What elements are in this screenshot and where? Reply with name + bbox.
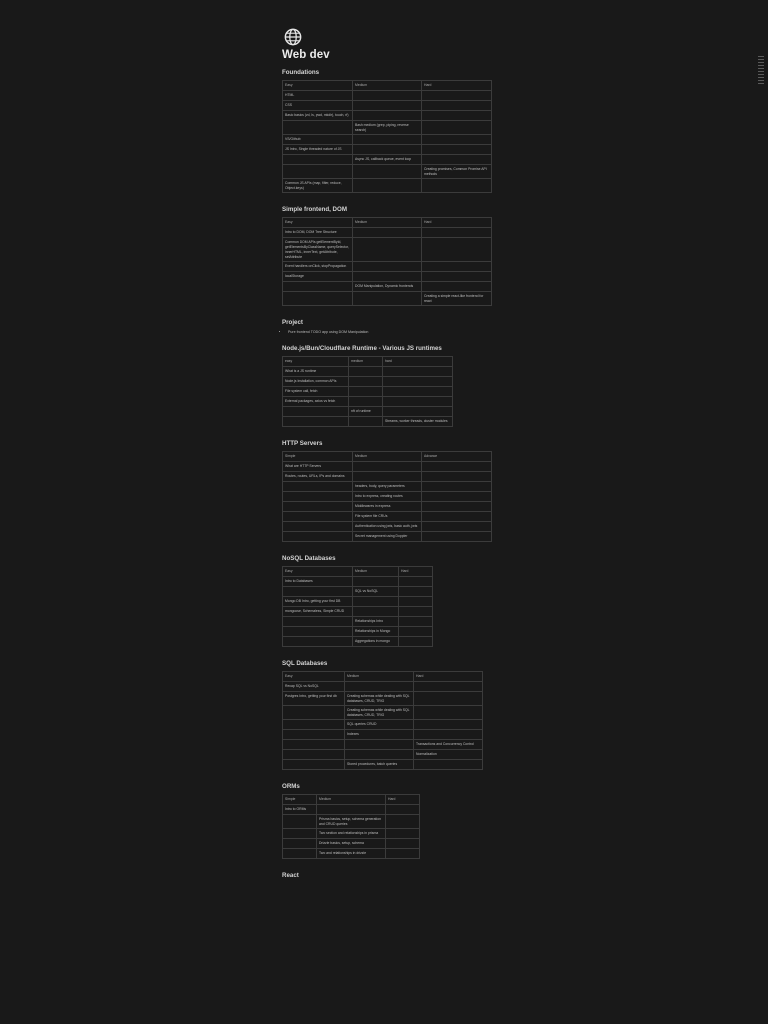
table-cell[interactable]: Basic basics (vd, ls, pwd, mkdir), touch, rf)	[283, 111, 353, 121]
list-item[interactable]: • Pure frontend TODO app using DOM Manipulation	[288, 330, 532, 334]
table-cell[interactable]	[422, 282, 492, 292]
table-header-row	[283, 795, 420, 805]
table-http-servers	[282, 451, 492, 542]
table-cell[interactable]	[353, 101, 422, 111]
column-header[interactable]: medium	[349, 357, 383, 367]
table-cell[interactable]	[283, 750, 345, 760]
table-cell[interactable]	[422, 228, 492, 238]
table-cell[interactable]: Relationships Intro	[353, 617, 399, 627]
table-cell[interactable]: Stored procedures, batch queries	[345, 760, 414, 770]
table-cell[interactable]	[283, 121, 353, 135]
table-row	[283, 532, 492, 542]
table-cell[interactable]	[283, 407, 349, 417]
column-header[interactable]: Medium	[353, 218, 422, 228]
table-cell[interactable]	[349, 387, 383, 397]
table-cell[interactable]	[349, 397, 383, 407]
table-row	[283, 692, 483, 706]
table-cell[interactable]	[414, 706, 483, 720]
table-cell[interactable]	[353, 577, 399, 587]
table-cell[interactable]	[317, 805, 386, 815]
sections-container	[282, 69, 532, 879]
table-row	[283, 682, 483, 692]
section-heading-orms[interactable]: ORMs	[282, 783, 300, 790]
table-cell[interactable]	[399, 577, 433, 587]
scroll-outline-indicator[interactable]	[758, 56, 764, 86]
table-cell[interactable]	[422, 512, 492, 522]
section-heading-react[interactable]: React	[282, 872, 299, 879]
table-cell[interactable]	[283, 482, 353, 492]
table-cell[interactable]: Two and relationships in drizzle	[317, 849, 386, 859]
column-header[interactable]: Easy	[283, 672, 345, 682]
table-cell[interactable]	[353, 91, 422, 101]
table-row	[283, 512, 492, 522]
table-cell[interactable]	[399, 627, 433, 637]
table-cell[interactable]	[386, 849, 420, 859]
column-header[interactable]: Hard	[422, 218, 492, 228]
section-heading-foundations[interactable]: Foundations	[282, 69, 320, 76]
table-cell[interactable]: Mongo DB Intro, getting your first DB	[283, 597, 353, 607]
table-cell[interactable]: SQL queries CRUD	[345, 720, 414, 730]
table-cell[interactable]	[422, 145, 492, 155]
table-cell[interactable]: CSS	[283, 101, 353, 111]
column-header[interactable]: hard	[383, 357, 453, 367]
table-cell[interactable]	[353, 472, 422, 482]
table-cell[interactable]: SQL vs NoSQL	[353, 587, 399, 597]
table-cell[interactable]: Authentication using jwts, basic auth, jwts	[353, 522, 422, 532]
table-row	[283, 607, 433, 617]
table-cell[interactable]	[283, 720, 345, 730]
table-cell[interactable]: Intro to DOM, DOM Tree Structure	[283, 228, 353, 238]
table-header-row	[283, 357, 453, 367]
table-cell[interactable]	[422, 462, 492, 472]
table-cell[interactable]	[414, 760, 483, 770]
table-row	[283, 849, 420, 859]
column-header[interactable]: Medium	[353, 81, 422, 91]
table-cell[interactable]	[422, 472, 492, 482]
table-cell[interactable]	[422, 522, 492, 532]
table-cell[interactable]	[422, 135, 492, 145]
table-cell[interactable]	[345, 740, 414, 750]
table-cell[interactable]	[283, 532, 353, 542]
table-cell[interactable]: nft of runtime	[349, 407, 383, 417]
table-cell[interactable]	[283, 155, 353, 165]
table-cell[interactable]	[283, 637, 353, 647]
table-cell[interactable]: Common DOM APIs getElementById, getElementsByClassName, querySelector, innerHTML, innerText, getAttribute, setAttribute	[283, 238, 353, 262]
table-cell[interactable]: File system call, fetch	[283, 387, 349, 397]
table-header-row	[283, 567, 433, 577]
column-header[interactable]: Easy	[283, 218, 353, 228]
table-cell[interactable]	[399, 617, 433, 627]
table-cell[interactable]: Recap SQL vs NoSQL	[283, 682, 345, 692]
table-cell[interactable]	[414, 692, 483, 706]
section-heading-simple-frontend-dom[interactable]: Simple frontend, DOM	[282, 206, 347, 213]
table-row	[283, 238, 492, 262]
table-cell[interactable]	[414, 720, 483, 730]
table-cell[interactable]	[383, 407, 453, 417]
table-cell[interactable]: Async JS, callback queue, event loop	[353, 155, 422, 165]
bullet-list	[282, 330, 532, 334]
section-heading-sql-databases[interactable]: SQL Databases	[282, 660, 328, 667]
table-cell[interactable]	[283, 617, 353, 627]
table-cell[interactable]: Normalization	[414, 750, 483, 760]
table-cell[interactable]	[283, 502, 353, 512]
table-row	[283, 617, 433, 627]
table-row	[283, 292, 492, 306]
table-cell[interactable]	[422, 101, 492, 111]
section-heading-http-servers[interactable]: HTTP Servers	[282, 440, 323, 447]
table-cell[interactable]	[353, 179, 422, 193]
table-cell[interactable]: Intro to express, creating routes	[353, 492, 422, 502]
section-heading-nosql-databases[interactable]: NoSQL Databases	[282, 555, 336, 562]
table-cell[interactable]	[353, 165, 422, 179]
table-cell[interactable]	[422, 502, 492, 512]
section-heading-project[interactable]: Project	[282, 319, 303, 326]
table-cell[interactable]: Prisma basics, setup, schema generation and CRUD queries	[317, 815, 386, 829]
table-cell[interactable]	[283, 839, 317, 849]
column-header[interactable]: Medium	[353, 567, 399, 577]
table-row	[283, 121, 492, 135]
table-node-js-bun-cloudflare-runtime-various-js-runtimes	[282, 356, 453, 427]
table-cell[interactable]: What are HTTP Servers	[283, 462, 353, 472]
table-row	[283, 145, 492, 155]
table-cell[interactable]	[283, 492, 353, 502]
table-cell[interactable]	[283, 740, 345, 750]
table-cell[interactable]	[422, 91, 492, 101]
table-cell[interactable]	[422, 155, 492, 165]
table-row	[283, 397, 453, 407]
column-header[interactable]: Hard	[399, 567, 433, 577]
table-cell[interactable]: Transactions and Concurrency Control	[414, 740, 483, 750]
table-cell[interactable]: Common JS APIs (map, filter, reduce, Object.keys)	[283, 179, 353, 193]
table-cell[interactable]	[283, 165, 353, 179]
table-cell[interactable]	[283, 829, 317, 839]
table-row	[283, 407, 453, 417]
table-cell[interactable]	[386, 839, 420, 849]
table-sql-databases	[282, 671, 483, 770]
table-cell[interactable]: Aggregations in mongo	[353, 637, 399, 647]
table-cell[interactable]	[283, 706, 345, 720]
table-cell[interactable]	[422, 238, 492, 262]
table-cell[interactable]	[422, 532, 492, 542]
table-cell[interactable]: Postgres Intro, getting your first db	[283, 692, 345, 706]
table-cell[interactable]	[386, 829, 420, 839]
table-header-row	[283, 452, 492, 462]
table-cell[interactable]	[353, 292, 422, 306]
table-row	[283, 462, 492, 472]
table-row	[283, 522, 492, 532]
table-cell[interactable]	[353, 111, 422, 121]
table-orms	[282, 794, 420, 859]
column-header[interactable]: Medium	[317, 795, 386, 805]
table-cell[interactable]: External packages, axios vs fetch	[283, 397, 349, 407]
table-row	[283, 502, 492, 512]
table-cell[interactable]	[349, 377, 383, 387]
table-cell[interactable]: Middlewares in express	[353, 502, 422, 512]
table-cell[interactable]	[283, 627, 353, 637]
table-cell[interactable]	[345, 682, 414, 692]
table-cell[interactable]	[283, 512, 353, 522]
column-header[interactable]: Easy	[283, 567, 353, 577]
table-header-row	[283, 81, 492, 91]
table-cell[interactable]: mongoose, Schemaless, Simple CRUD	[283, 607, 353, 617]
table-cell[interactable]	[422, 482, 492, 492]
table-row	[283, 228, 492, 238]
table-row	[283, 637, 433, 647]
table-cell[interactable]	[353, 272, 422, 282]
table-cell[interactable]	[422, 272, 492, 282]
table-row	[283, 482, 492, 492]
table-row	[283, 272, 492, 282]
table-cell[interactable]	[353, 607, 399, 617]
table-cell[interactable]	[386, 815, 420, 829]
table-nosql-databases	[282, 566, 433, 647]
table-cell[interactable]: Streams, worker threads, cluster modules	[383, 417, 453, 427]
table-cell[interactable]: Event handlers onClick, stopPropagation	[283, 262, 353, 272]
table-cell[interactable]	[349, 417, 383, 427]
table-cell[interactable]: HTML	[283, 91, 353, 101]
table-row	[283, 750, 483, 760]
table-row	[283, 179, 492, 193]
table-row	[283, 597, 433, 607]
table-row	[283, 377, 453, 387]
column-header[interactable]: Easy	[283, 81, 353, 91]
table-cell[interactable]	[353, 228, 422, 238]
table-cell[interactable]	[283, 849, 317, 859]
table-cell[interactable]: Creating schemas while dealing with SQL databases, CRUD, TRIG	[345, 692, 414, 706]
column-header[interactable]: Medium	[345, 672, 414, 682]
table-row	[283, 417, 453, 427]
table-row	[283, 472, 492, 482]
table-row	[283, 805, 420, 815]
column-header[interactable]: easy	[283, 357, 349, 367]
table-row	[283, 135, 492, 145]
table-cell[interactable]	[353, 135, 422, 145]
table-cell[interactable]	[383, 397, 453, 407]
table-header-row	[283, 672, 483, 682]
table-cell[interactable]	[283, 815, 317, 829]
table-cell[interactable]	[399, 587, 433, 597]
table-cell[interactable]: Creating schemas while dealing with SQL databases, CRUD, TRIG	[345, 706, 414, 720]
table-row	[283, 387, 453, 397]
table-cell[interactable]	[399, 637, 433, 647]
table-row	[283, 730, 483, 740]
column-header[interactable]: Simple	[283, 452, 353, 462]
table-cell[interactable]: Two section and relationships in prisma	[317, 829, 386, 839]
table-cell[interactable]: Creating promises, Common Promise API methods	[422, 165, 492, 179]
table-cell[interactable]	[283, 522, 353, 532]
table-row	[283, 101, 492, 111]
column-header[interactable]: Advance	[422, 452, 492, 462]
table-cell[interactable]	[353, 238, 422, 262]
table-cell[interactable]	[422, 111, 492, 121]
table-cell[interactable]: JS Intro, Single threaded nature of JS	[283, 145, 353, 155]
column-header[interactable]: Simple	[283, 795, 317, 805]
table-cell[interactable]	[283, 730, 345, 740]
table-cell[interactable]: Drizzle basics, setup, schema	[317, 839, 386, 849]
table-row	[283, 829, 420, 839]
table-foundations	[282, 80, 492, 193]
table-cell[interactable]	[399, 607, 433, 617]
table-cell[interactable]	[283, 282, 353, 292]
table-row	[283, 577, 433, 587]
table-row	[283, 760, 483, 770]
table-cell[interactable]	[414, 730, 483, 740]
table-cell[interactable]	[399, 597, 433, 607]
table-cell[interactable]	[422, 492, 492, 502]
table-cell[interactable]: localStorage	[283, 272, 353, 282]
table-cell[interactable]	[422, 262, 492, 272]
table-row	[283, 740, 483, 750]
table-row	[283, 720, 483, 730]
table-cell[interactable]: DOM Manipulation, Dynamic frontends	[353, 282, 422, 292]
table-row	[283, 155, 492, 165]
table-row	[283, 111, 492, 121]
table-cell[interactable]	[422, 179, 492, 193]
table-cell[interactable]: Intro to Databases	[283, 577, 353, 587]
table-cell[interactable]	[345, 750, 414, 760]
table-cell[interactable]	[283, 587, 353, 597]
table-row	[283, 165, 492, 179]
table-cell[interactable]	[283, 760, 345, 770]
page-content	[282, 28, 532, 883]
table-cell[interactable]	[414, 682, 483, 692]
column-header[interactable]: Hard	[414, 672, 483, 682]
column-header[interactable]: Medium	[353, 452, 422, 462]
table-row	[283, 282, 492, 292]
table-cell[interactable]	[383, 377, 453, 387]
table-header-row	[283, 218, 492, 228]
globe-icon	[284, 28, 302, 46]
table-row	[283, 839, 420, 849]
table-cell[interactable]: Routes, routes, URLs, IPs and domains	[283, 472, 353, 482]
column-header[interactable]: Hard	[386, 795, 420, 805]
table-simple-frontend-dom	[282, 217, 492, 306]
table-row	[283, 367, 453, 377]
table-row	[283, 262, 492, 272]
table-row	[283, 587, 433, 597]
table-cell[interactable]: Indexes	[345, 730, 414, 740]
table-cell[interactable]	[383, 387, 453, 397]
table-cell[interactable]: Secret management using Doppler	[353, 532, 422, 542]
table-row	[283, 91, 492, 101]
table-cell[interactable]	[353, 462, 422, 472]
table-cell[interactable]	[383, 367, 453, 377]
table-cell[interactable]	[283, 417, 349, 427]
table-cell[interactable]	[353, 597, 399, 607]
table-cell[interactable]: Node.js Installation, common APIs	[283, 377, 349, 387]
table-cell[interactable]: headers, body, query parameters	[353, 482, 422, 492]
table-cell[interactable]	[353, 262, 422, 272]
table-cell[interactable]: Creating a simple react-like frontend for react	[422, 292, 492, 306]
column-header[interactable]: Hard	[422, 81, 492, 91]
table-row	[283, 627, 433, 637]
table-cell[interactable]: Relationships in Mongo	[353, 627, 399, 637]
table-row	[283, 492, 492, 502]
table-cell[interactable]	[422, 121, 492, 135]
table-cell[interactable]: What is a JS runtime	[283, 367, 349, 377]
table-cell[interactable]	[386, 805, 420, 815]
table-cell[interactable]: Intro to ORMs	[283, 805, 317, 815]
table-cell[interactable]: VS/Github	[283, 135, 353, 145]
table-cell[interactable]	[283, 292, 353, 306]
page-title[interactable]: Web dev	[282, 49, 330, 61]
table-cell[interactable]	[349, 367, 383, 377]
section-heading-node-js-bun-cloudflare-runtime-various-js-runtimes[interactable]: Node.js/Bun/Cloudflare Runtime - Various JS runtimes	[282, 345, 442, 352]
table-row	[283, 815, 420, 829]
table-cell[interactable]: File system file CRUs	[353, 512, 422, 522]
table-cell[interactable]: Bash medium (grep, piping, reverse search)	[353, 121, 422, 135]
table-row	[283, 706, 483, 720]
table-cell[interactable]	[353, 145, 422, 155]
